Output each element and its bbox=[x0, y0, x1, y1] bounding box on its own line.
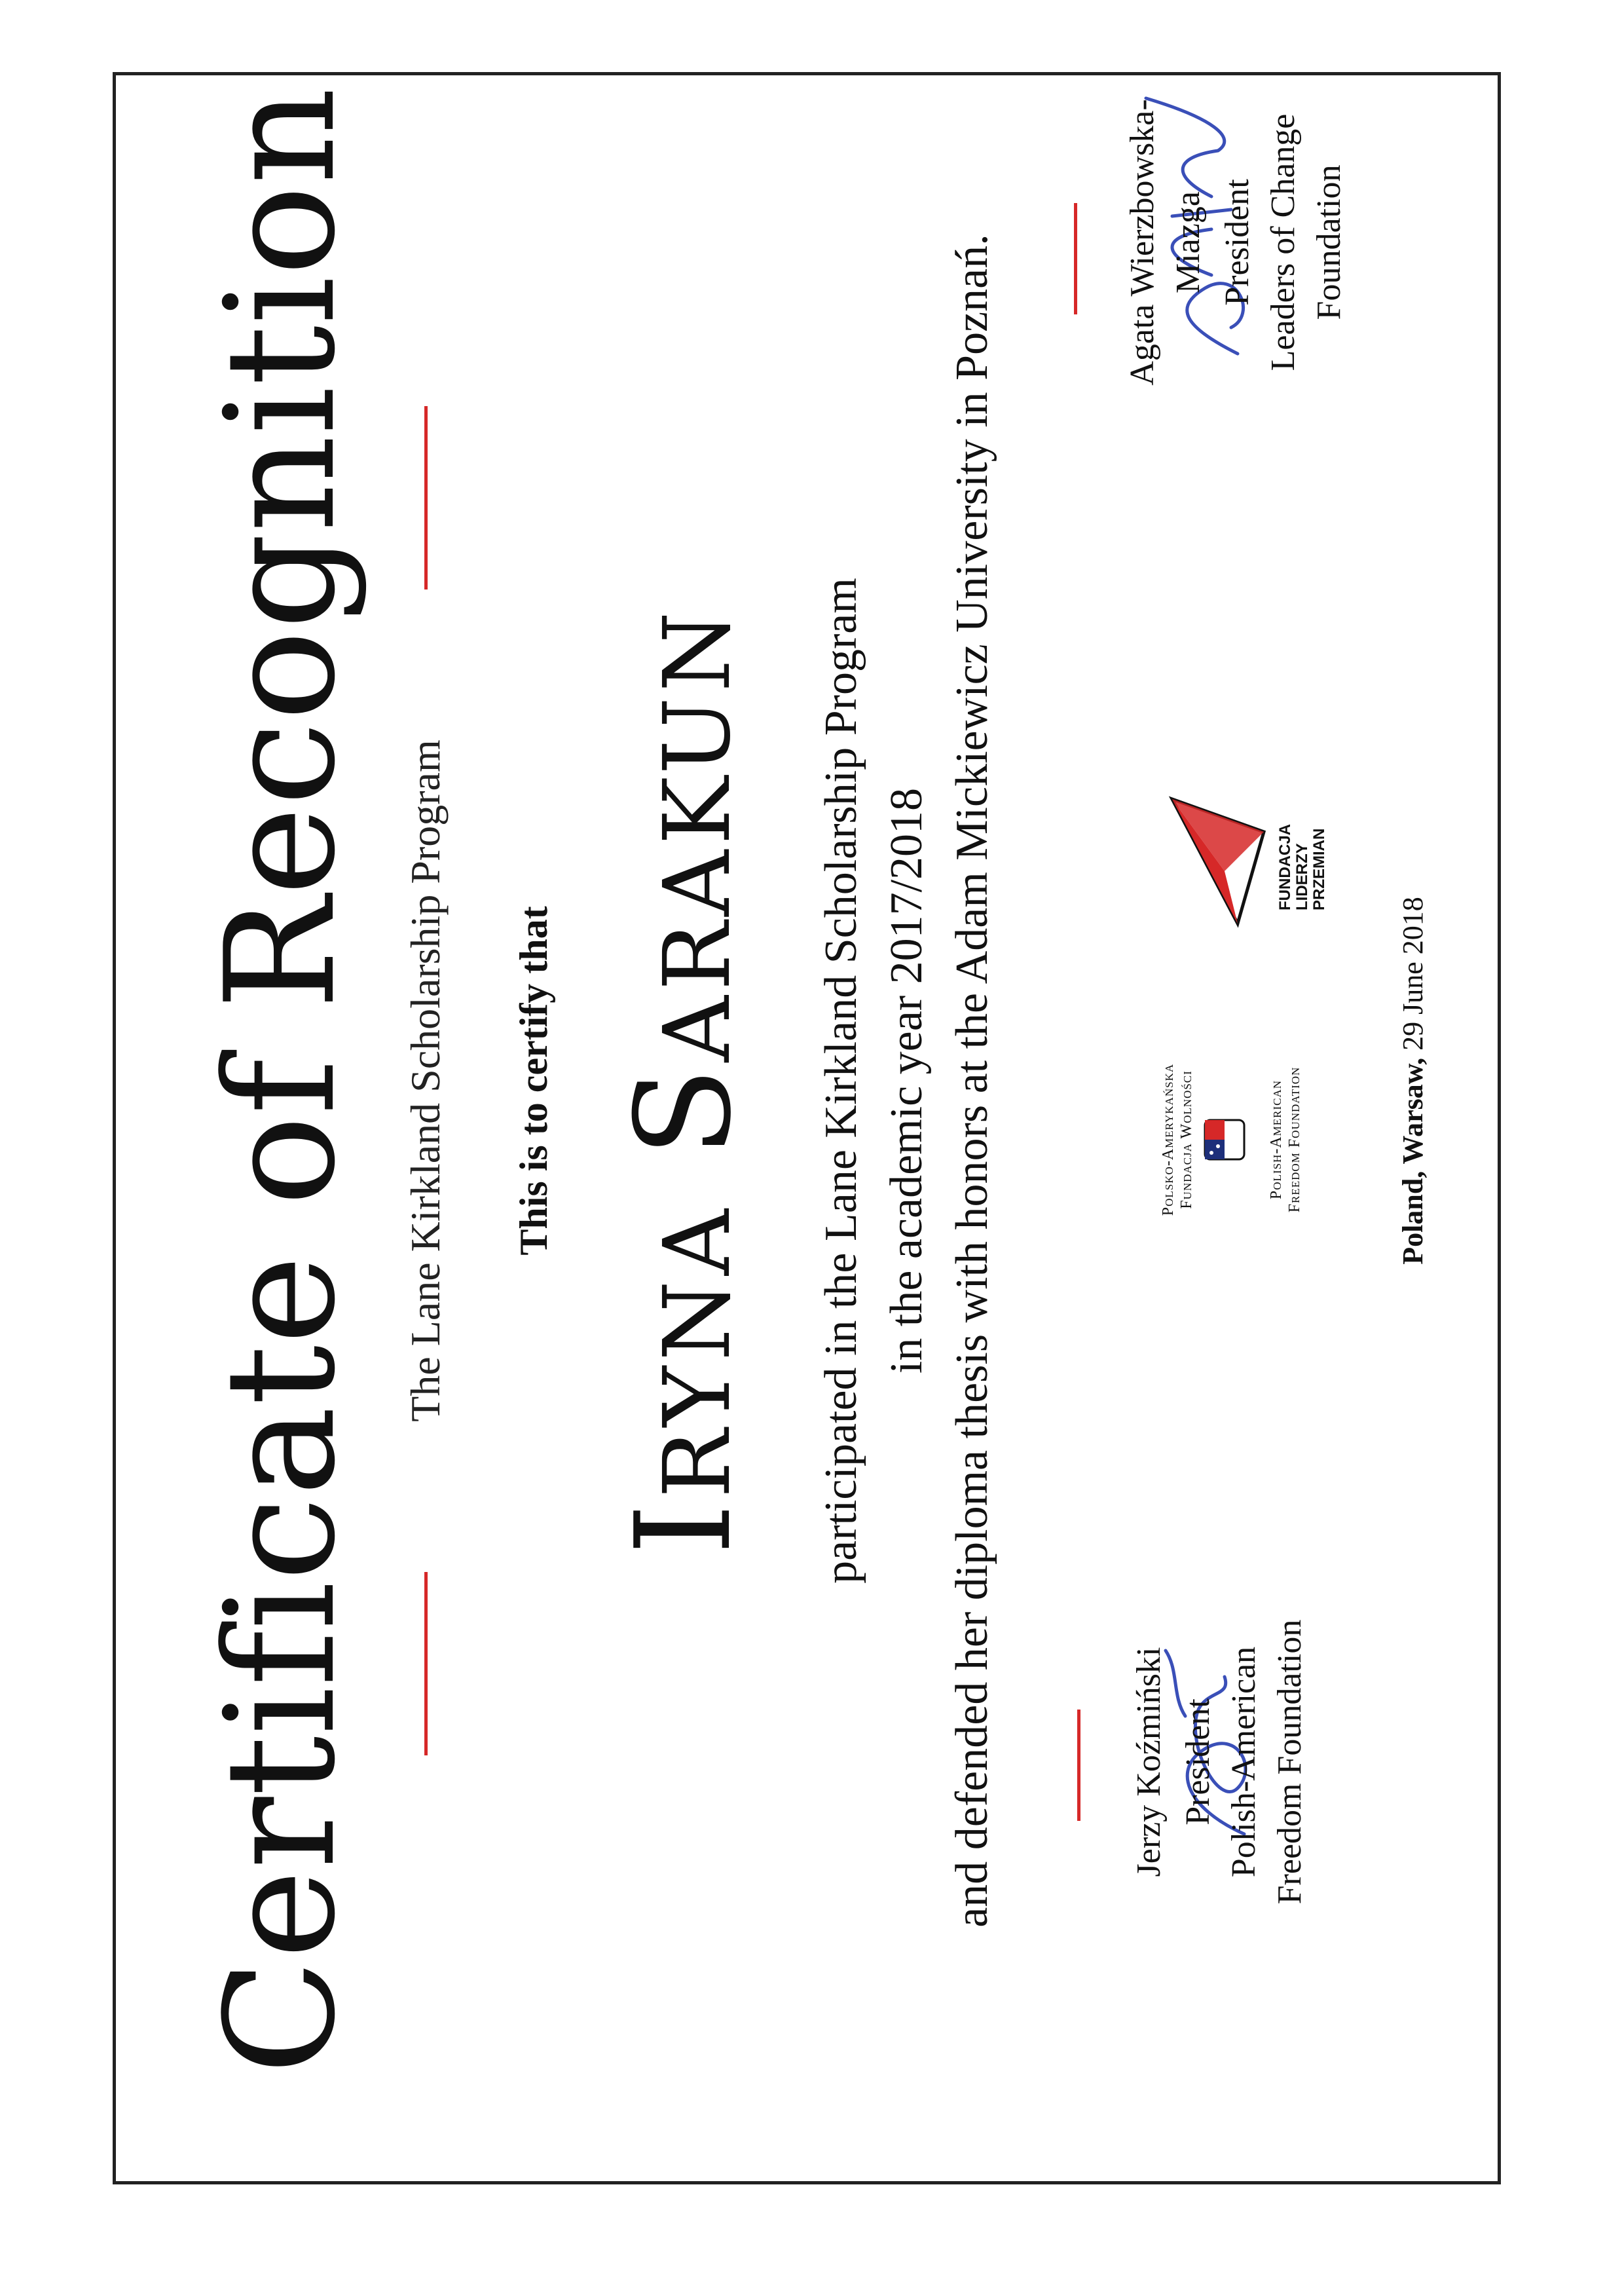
flp-logo-line1: FUNDACJA bbox=[1276, 824, 1294, 910]
body-line-2: in the academic year 2017/2018 bbox=[881, 787, 932, 1374]
pafw-logo bbox=[1159, 1002, 1316, 1277]
recipient-name: Iryna Sarakun bbox=[608, 606, 760, 1556]
date: 29 June 2018 bbox=[1397, 897, 1429, 1051]
left-signatory-org-2: Freedom Foundation bbox=[1271, 1619, 1308, 1905]
right-signatory-org-1: Leaders of Change bbox=[1264, 113, 1302, 371]
program-name: The Lane Kirkland Scholarship Program bbox=[402, 739, 449, 1422]
left-signatory-role: President bbox=[1179, 1698, 1217, 1825]
flp-logo-line2: LIDERZY bbox=[1293, 843, 1311, 910]
flp-logo-text bbox=[1277, 779, 1328, 910]
flp-logo-line3: PRZEMIAN bbox=[1310, 828, 1328, 910]
left-signatory-org-1: Polish-American bbox=[1225, 1646, 1263, 1878]
pafw-logo-en-line1: Polish-American bbox=[1268, 1079, 1285, 1200]
program-right-rule bbox=[424, 406, 428, 589]
certify-line: This is to certify that bbox=[512, 906, 555, 1256]
flp-logo bbox=[1159, 760, 1336, 956]
right-signatory-org-2: Foundation bbox=[1310, 164, 1348, 320]
left-signatory-name: Jerzy Koźmiński bbox=[1130, 1647, 1168, 1877]
right-signatory bbox=[1120, 65, 1352, 419]
left-signatory bbox=[1126, 1592, 1313, 1932]
certificate-content bbox=[138, 65, 1486, 2096]
right-signature-rule bbox=[1074, 203, 1077, 314]
left-signature-rule bbox=[1077, 1710, 1080, 1821]
flp-paper-plane-icon bbox=[1159, 786, 1270, 930]
pafw-emblem-icon bbox=[1202, 1117, 1247, 1163]
pafw-logo-pl-line1: Polsko-Amerykańska bbox=[1160, 1063, 1177, 1216]
place-date bbox=[1395, 851, 1431, 1310]
pafw-logo-pl bbox=[1159, 1002, 1196, 1277]
pafw-logo-pl-line2: Fundacja Wolności bbox=[1178, 1070, 1195, 1209]
body-line-1: participated in the Lane Kirkland Scholarship Program bbox=[816, 578, 866, 1584]
certificate-title: Certificate of Recognition bbox=[194, 86, 369, 2075]
pafw-logo-en bbox=[1267, 1002, 1304, 1277]
body-line-3: and defended her diploma thesis with honors at the Adam Mickiewicz University in Poznań. bbox=[947, 234, 997, 1928]
place: Poland, Warsaw, bbox=[1397, 1057, 1429, 1265]
pafw-logo-en-line2: Freedom Foundation bbox=[1286, 1066, 1303, 1213]
right-signatory-name: Agata Wierzbowska-Miazga bbox=[1124, 99, 1207, 386]
right-signatory-role: President bbox=[1219, 179, 1256, 306]
